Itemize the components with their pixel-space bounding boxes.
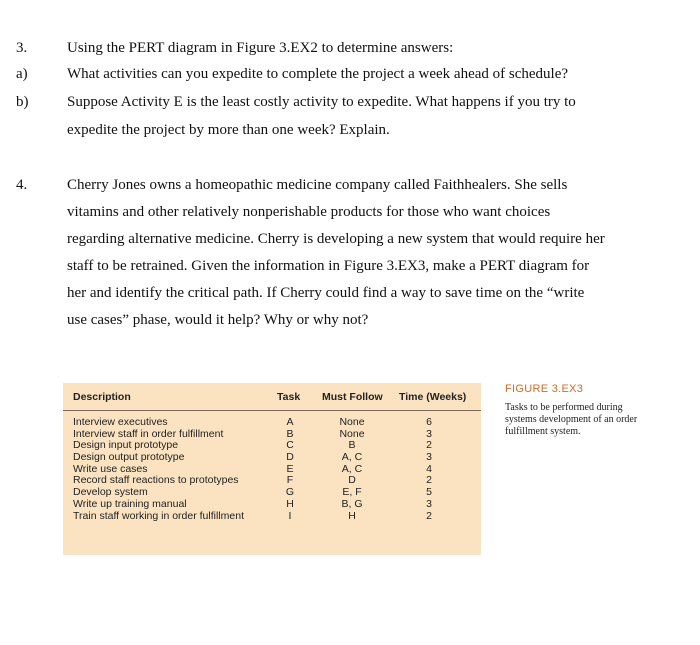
cell-description: Develop system	[73, 486, 148, 499]
cell-must-follow: None	[339, 416, 365, 428]
cell-time: 4	[426, 462, 432, 475]
cell-task: G	[285, 486, 295, 499]
cell-must-follow: A, C	[341, 462, 363, 475]
header-must-follow: Must Follow	[322, 391, 383, 403]
cell-task: I	[288, 509, 292, 522]
header-description: Description	[73, 391, 131, 403]
cell-time: 2	[426, 474, 432, 487]
cell-time: 5	[426, 486, 432, 499]
cell-task: E	[286, 462, 294, 475]
table-body	[63, 417, 481, 522]
cell-time: 2	[426, 509, 432, 522]
task-table	[63, 383, 481, 555]
cell-time: 3	[426, 497, 432, 510]
cell-must-follow: B	[348, 439, 356, 452]
cell-must-follow: A, C	[341, 451, 363, 464]
cell-description: Interview executives	[73, 416, 168, 428]
cell-description: Write use cases	[73, 462, 148, 475]
cell-description: Write up training manual	[73, 497, 187, 510]
cell-time: 3	[426, 451, 432, 464]
cell-task: B	[286, 427, 294, 440]
cell-task: A	[286, 416, 294, 428]
cell-description: Design input prototype	[73, 439, 179, 452]
question-3b-text-line-1: Suppose Activity E is the least costly activity to expedite. What happens if you try to	[67, 94, 576, 110]
cell-description: Record staff reactions to prototypes	[73, 474, 239, 487]
cell-must-follow: D	[348, 474, 356, 487]
question-4-line: use cases” phase, would it help? Why or why not?	[67, 312, 369, 328]
cell-description: Train staff working in order fulfillment	[73, 509, 244, 522]
question-3-number: 3.	[16, 40, 28, 56]
header-task: Task	[277, 391, 301, 403]
question-4-line: Cherry Jones owns a homeopathic medicine company called Faithhealers. She sells	[67, 177, 568, 193]
table-row	[63, 511, 481, 523]
question-4-line: staff to be retrained. Given the information in Figure 3.EX3, make a PERT diagram for	[67, 258, 590, 274]
cell-task: C	[286, 439, 294, 452]
question-4-number: 4.	[16, 177, 28, 193]
table-row	[63, 499, 481, 511]
question-4-line: her and identify the critical path. If Cherry could find a way to save time on the “write	[67, 285, 585, 301]
question-3a-label: a)	[16, 66, 28, 82]
cell-time: 3	[426, 427, 432, 440]
cell-task: D	[286, 451, 294, 464]
question-3-text: Using the PERT diagram in Figure 3.EX2 to determine answers:	[67, 40, 454, 56]
table-header	[63, 383, 481, 411]
question-4-line: regarding alternative medicine. Cherry is developing a new system that would require her	[67, 231, 605, 247]
question-4-line: vitamins and other relatively nonperishable products for those who want choices	[67, 204, 551, 220]
cell-must-follow: E, F	[342, 486, 362, 499]
cell-must-follow: None	[339, 427, 365, 440]
question-3a-text: What activities can you expedite to complete the project a week ahead of schedule?	[67, 66, 569, 82]
figure-title: FIGURE 3.EX3	[505, 383, 584, 395]
cell-time: 2	[426, 439, 432, 452]
cell-description: Interview staff in order fulfillment	[73, 427, 224, 440]
cell-description: Design output prototype	[73, 451, 185, 464]
cell-time: 6	[426, 416, 432, 428]
table-row	[63, 452, 481, 464]
figure-caption: Tasks to be performed during systems development of an order fulfillment system.	[505, 402, 638, 437]
table-row	[63, 417, 481, 429]
cell-task: H	[286, 497, 294, 510]
question-3b-label: b)	[16, 94, 29, 110]
header-time: Time (Weeks)	[399, 391, 467, 403]
cell-must-follow: B, G	[341, 497, 363, 510]
cell-must-follow: H	[348, 509, 356, 522]
cell-task: F	[286, 474, 294, 487]
question-3b-text-line-2: expedite the project by more than one week? Explain.	[67, 122, 390, 138]
